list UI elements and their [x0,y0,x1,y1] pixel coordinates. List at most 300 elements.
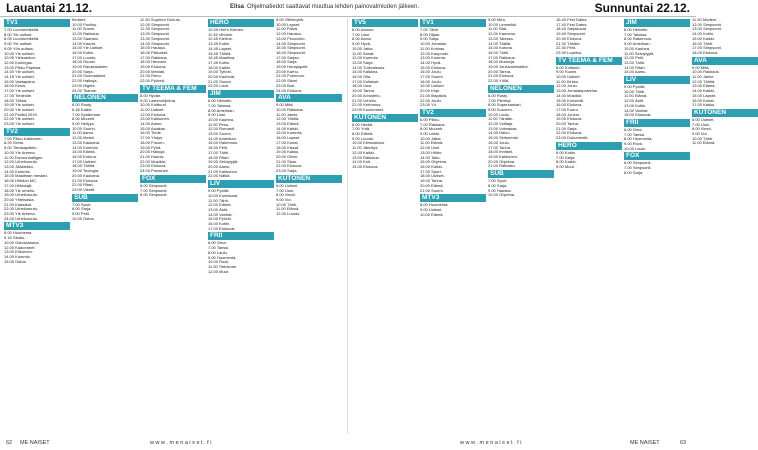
program-listing: 9.00 Uutiset. [420,206,443,212]
magazine-name-left: ME NAISET [20,440,50,446]
program-listing: 17.00 Kakku. [692,102,716,108]
program-listing: 15.00 Kotona. [488,45,513,51]
program-listing: 15.00 Konsertti. [556,97,585,103]
program-listing: 16.00 Kinos. [4,83,27,89]
program-listing: 18.40 Sarjakuvat. [556,26,588,32]
program-listing: 19.00 Uutiset. [420,83,445,89]
program-listing: 8.00 Muumit. [72,116,96,122]
program-listing: 13.00 Elämä. [692,83,716,89]
channel-header: FOX [624,152,690,160]
program-listing: 13.45 Kotiin. [208,41,231,47]
program-listing: 17.00 Tarina. [488,144,512,150]
program-listing: 13.00 Erikoinen. [4,249,33,255]
program-listing: 8.05 Luontoretkellä. [4,36,40,42]
program-listing: 8.00 Supersankari. [488,102,522,108]
program-listing: 15.00 Lapset. [692,92,717,98]
channel-header: AVA [276,94,342,102]
program-listing: 7.00 Sarja. [556,154,576,160]
program-listing: 10.00 Kauhea. [624,45,651,51]
program-listing: 9.00 Tienlaajuttelu. [4,145,38,151]
program-listing: 9.00 Mira. [488,17,506,22]
program-listing: 13.00 Voimakas. [488,125,518,131]
program-listing: 24.00 Elokuva. [276,87,303,93]
program-listing: 17.00 Simpsonit. [692,45,722,51]
program-listing: 17.00 Sport. [420,168,442,174]
program-listing: 11.00 Selviytyjät. [624,50,654,56]
program-listing: 11.00 Suomi. [72,26,96,32]
program-listing: 11.00 Elämä. [624,93,648,99]
program-listing: 16.00 Kotona. [72,153,97,159]
program-listing: 20.00 Sarja. [72,68,94,74]
program-listing: 9.00 Hellyys. [72,121,95,127]
column-1 [4,18,70,434]
program-listing: 21.00 Elokuva. [488,73,515,79]
program-listing: 8.00 Huomenta. [4,230,33,236]
program-listing: 22.00 Musiikki. [140,158,167,164]
channel-header: LIV [208,180,274,188]
program-listing: 21.00 Kaunis. [140,153,165,159]
program-listing: 16.00 Kotiin. [72,49,95,55]
program-listing: 17.00 Kultaiset. [352,78,380,84]
program-listing: 9.00 Huomenta. [208,254,237,260]
program-listing: 23.00 Kuulumiset. [352,106,385,112]
program-listing: 18.00 Kissat. [276,144,300,150]
program-listing: 14.00 Kaunis. [72,40,97,46]
page-spine [347,18,348,434]
program-listing: 10.00 Kauhea. [208,116,235,122]
program-listing: 6.00 Pikku. [420,116,440,122]
magazine-name-right: ME NAISET [630,440,660,446]
program-listing: 11.00 Kolmas. [420,45,446,51]
program-listing: 20.00 Oliver. [276,153,299,159]
program-listing: 14.00 Kummis. [4,168,31,174]
program-listing: 17.00 Luonto. [72,54,97,60]
program-listing: 15.00 Vastapaino. [4,78,36,84]
program-listing: 10.00 Kuninkaat. [208,192,239,198]
program-listing: 12.00 Kuningas. [4,59,33,65]
channel-header: MTV3 [420,194,486,202]
program-listing: 11.00 Uutiset. [140,106,165,112]
program-listing: 10.00 Rock. [208,259,230,265]
program-listing: 21.00 Klassikot. [4,201,33,207]
program-listing: 8.00 Viesti. [692,126,712,132]
program-listing: 8.00 Muumit. [420,126,444,132]
program-listing: 18.00 Frozen. [140,139,165,145]
program-listing: 16.00 Tiede. [140,130,163,136]
program-listing: 23.00 Bob. [276,82,296,88]
program-listing: 9.00 Uusi. [208,112,227,118]
program-listing: 17.00 Elokuvat. [208,225,236,231]
program-listing: 9.00 Pyörät. [624,84,646,90]
program-listing: 11.00 Sanat. [352,50,375,56]
program-listing: 13.00 Elämä. [276,121,300,127]
program-listing: 15.00 Kummis. [276,130,303,136]
program-listing: 13.00 Talossa. [488,35,514,41]
program-listing: 22.00 Ritari. [72,182,94,188]
program-listing: 14.00 Simpsonit. [140,40,170,46]
program-listing: 10.00 Uutiset. [556,74,581,80]
program-listing: 18.00 Ritari. [208,154,230,160]
program-listing: 11.00 Jamie. [276,111,299,117]
program-listing: 15.00 Yle Uutiset. [72,45,104,51]
program-listing: 13.00 Pinocchio. [276,35,306,41]
program-listing: 8.00 Hyvän. [140,92,162,98]
program-listing: 14.00 Vanhat. [624,107,649,113]
program-listing: 13.00 Rakkaus. [352,154,380,160]
program-listing: 16.00 Joulu. [420,69,442,75]
program-listing: 9.00 Suomi. [556,69,578,75]
program-listing: 18.00 Ruotsi. [72,59,96,65]
program-listing: 12.00 Joulu. [556,83,578,89]
program-listing: 22.00 Pyöreä. [140,78,165,84]
program-listing: 10.00 Tähti. [692,135,714,141]
program-listing: 10.00 Lemmikki. [488,21,518,27]
program-listing: 18.00 Kaikki. [208,64,231,70]
program-listing: 21.00 Suomi. [208,78,232,84]
program-listing: 20.00 Karhu. [276,68,299,74]
program-listing: 21.00 Urheilu. [352,97,377,103]
program-listing: 12.00 Elokuva. [140,111,167,117]
program-listing: 11.00 Kirkko. [556,78,580,84]
page-number-right: 63 [680,440,687,446]
program-listing: 16.00 Joulu. [488,139,510,145]
channel-header: HERO [556,142,622,150]
program-listing: 10.00 Lapset. [276,21,301,27]
program-listing: 21.30 Tähdet. [556,40,581,46]
program-listing: 21.00 Ratkaisu. [488,163,516,169]
program-listing: 23.00 Yle uutiset. [4,121,35,127]
program-listing: 8.00 Huomenta. [624,136,653,142]
program-listing: 16.00 Simpsonit. [276,49,306,55]
program-listing: Ihmiset. [72,17,87,22]
channel-header: TV5 [352,19,418,27]
program-listing: 12.00 Hauska. [276,31,302,37]
program-listing: 7.00 Uusi. [692,121,711,127]
program-listing: 20.00 Tarina. [556,121,580,127]
channel-header: KUTONEN [276,175,342,183]
program-listing: 23.30 Lopetus. [556,49,583,55]
program-listing: 6.00 Simpsonit. [140,182,168,188]
program-listing: 7.00 Simpsonit. [624,165,652,171]
program-listing: 18.00 Uutiset. [420,173,445,179]
program-listing: 6.00 Rusty. [488,92,508,98]
program-listing: 12.00 Urheiluruutu. [4,159,39,165]
program-listing: 12.00 Uinti. [420,145,441,151]
program-listing: 16.00 Tähti. [692,40,714,46]
program-listing: 12.00 Tähtiä. [276,116,300,122]
program-listing: 14.00 Kotiin. [692,31,715,37]
program-listing: 9.00 Mitä. [692,64,710,70]
program-listing: 7.00 Tähti. [420,27,439,32]
program-listing: 14.00 Simpsonit. [276,40,306,46]
program-listing: 16.00 Pikkuiset. [140,49,169,55]
program-listing: 12.00 Kaikki. [352,149,375,155]
program-listing: 11.00 Elämä. [692,140,716,146]
program-listing: 20.00 Ohjelma. [488,158,516,164]
program-listing: 16.00 Kotiin. [208,221,231,227]
program-listing: 10.00 Kulttuuri. [140,102,167,108]
program-listing: 14.00 Musiikki. [556,92,583,98]
program-listing: 18.00 Hevoset. [140,59,167,65]
program-listing: 6.00 Uutiset. [276,182,299,188]
channel-header: SUB [488,170,554,178]
program-listing: 22.00 Lauri. [208,83,230,89]
program-listing: 11.00 Elämä. [420,140,444,146]
program-listing: 6.00 Helvetin. [624,27,649,32]
program-listing: 17.40 First Dates. [556,21,588,27]
column-6 [352,18,418,434]
column-4 [208,18,274,434]
program-listing: 18.00 Muistoja. [488,59,516,65]
program-listing: 17.00 Kuoro. [556,106,579,112]
program-listing: 7.00 Piirretyt. [488,97,512,103]
program-listing: 15.00 Asiakas. [140,125,167,131]
program-listing: 14.00 Haloo. [488,130,511,136]
program-listing: 10.00 Ohjelma. [488,192,516,198]
program-listing: 12.00 Luonto. [276,211,301,217]
program-listing: 15.00 Elämä. [72,149,96,155]
program-listing: 6.00 Oma. [208,240,227,246]
program-listing: 14.00 Amerikan. [208,135,237,141]
channel-header: JIM [208,90,274,98]
program-listing: 11.45 Vihdoin. [208,31,234,37]
program-listing: 23.00 Nights. [72,82,96,88]
program-listing: 15.00 Elokuva. [352,163,379,169]
day-heading-right: Sunnuntai 22.12. [594,1,690,15]
program-listing: 13.00 Jumalanpalvelus. [556,88,599,94]
program-listing: 18.00 Joulun. [556,111,581,117]
program-listing: 19.00 Elokuva. [556,116,583,122]
program-listing: 10.00 Elämä. [420,211,444,217]
program-listing: 10.00 Ostos. [72,215,95,221]
program-listing: 13.00 Tähti. [624,59,646,65]
program-listing: 7.00 Luontoretkellä. [4,27,40,32]
program-listing: 10.00 Suurin. [72,125,96,131]
program-listing: 14.15 Yle uutiset. [4,74,35,80]
channel-header: FOX [140,175,206,183]
program-listing: 8.00 Yle uutiset. [4,31,33,37]
program-listing: 9.00 Suomen. [488,106,513,112]
program-listing: 11.00 Pesu. [208,121,230,127]
program-listing: 13.00 Sarja. [352,59,374,65]
website-left: w w w . m e n a i s e t . f i [150,440,212,446]
program-listing: 10.00 Rakkaus. [692,69,720,75]
channel-header: AVA [692,57,758,65]
program-listing: 7.00 Talossa. [624,31,648,37]
program-listing: 20.00 Arvostelu. [352,92,381,98]
column-9 [556,18,622,434]
program-listing: 20.00 Kirje. [420,88,441,94]
program-listing: 17.00 Rakkaus. [140,54,168,60]
program-listing: 10.00 Rakkaus. [276,106,304,112]
program-listing: 6.00 Aamun. [352,27,375,32]
channel-header: FRII [624,119,690,127]
program-listing: 13.00 Saaristo. [72,35,99,41]
program-listing: 17.45 Kotiin. [208,59,231,65]
program-listing: 9.00 Voi. [276,196,292,202]
program-listing: 16.00 Olla. [352,74,372,80]
program-listing: 17.00 Uutiset. [72,158,97,164]
program-listing: 14.00 Kaikki. [692,88,715,94]
program-listing: 7.00 Yhtä. [352,126,371,132]
column-2 [72,18,138,434]
program-listing: 19.00 Kakku. [276,149,300,155]
program-listing: 21.00 Suomalaiset. [72,73,107,79]
program-listing: 16.00 Pelit. [208,145,229,151]
page-header [0,0,696,17]
program-listing: 12.00 Simpsonit. [692,21,722,27]
program-listing: 12.30 Simpsonit. [140,26,170,32]
program-listing: 19.00 Pyhä. [140,144,162,150]
program-listing: 20.00 Mestari. [140,68,166,74]
program-listing: 16.00 Elokuva. [556,102,583,108]
program-listing: 23.00 Elokuva. [140,163,167,169]
program-listing: 22.00 Joulu. [420,97,442,103]
page-number-left: 62 [6,440,13,446]
channel-header: TV1 [420,19,486,27]
program-listing: 12.00 Simpsonit. [140,21,170,27]
channel-header: FRII [208,232,274,240]
program-listing: 23.00 Yö. [420,102,438,108]
program-listing: 12.00 Rakkaus. [72,31,100,37]
program-listing: 10.00 Kiinnostava. [352,140,385,146]
program-listing: 10.00 Laulu. [488,111,511,117]
program-listing: 12.00 Elämä. [208,202,232,208]
program-listing: 12.00 Muut. [208,268,230,274]
channel-header: JIM [624,19,690,27]
program-listing: 17.00 Yhdys. [140,135,164,141]
program-listing: 7.00 Uusi. [276,187,295,193]
program-listing: 17.00 Suomi. [420,74,444,80]
program-listing: 12.00 Kauneus. [488,31,517,37]
tv-guide-spread [0,17,727,434]
program-listing: 12.45 Kiertue. [208,36,233,42]
program-listing: 7.00 Sport. [72,201,92,207]
program-listing: 20.00 Kauheat. [208,74,236,80]
program-listing: 24.00 Punainen. [140,168,170,174]
program-listing: 11.00 Tähti. [208,197,229,203]
program-listing: 12.00 Romanit. [208,126,236,132]
program-listing: 9.00 Voi. [692,131,708,137]
program-listing: 7.00 Talossa. [208,102,232,108]
program-listing: 14.00 Koti. [352,159,372,165]
program-listing: 15.00 Hauska. [140,45,166,51]
program-listing: 8.00 Aamu. [352,36,373,42]
channel-header: NELONEN [488,85,554,93]
channel-header: TV TEEMA & FEM [556,57,622,65]
program-listing: 8.00 Rakennus. [624,36,653,42]
program-listing: 7.00 Sport. [488,178,508,184]
program-listing: 18.00 Sarja. [276,59,298,65]
header-brand: Elisa [230,4,245,10]
program-listing: 14.00 Tulevaisuus. [352,64,386,70]
program-listing: 8.00 Elämä. [352,131,374,137]
program-listing: 18.00 Tähtiä. [72,163,96,169]
program-listing: 22.30 Pelit. [556,45,577,51]
program-listing: 14.45 Lapset. [208,45,233,51]
program-listing: 22.00 Sävel. [276,78,299,84]
program-listing: 10.00 Laulu. [624,145,647,151]
program-listing: 19.00 Tarina. [420,178,444,184]
program-listing: 17.05 Tiedeolle. [4,92,33,98]
program-listing: 18.00 Yle urheilu. [4,187,36,193]
program-listing: 13.30 Simpsonit. [140,35,170,41]
program-listing: 21.00 Sarja. [556,125,578,131]
program-listing: 17.00 Hiihtolajit. [4,182,33,188]
program-listing: 13.00 Kaukana. [72,139,101,145]
program-listing: 16.00 Kaikki. [420,163,443,169]
program-listing: 12.00 Pelit. [624,55,645,61]
program-listing: 9.00 Luonto. [352,135,375,141]
program-listing: 22.00 Urheiluruutu. [4,206,39,212]
program-listing: 13.00 Kotiin. [624,102,647,108]
program-listing: 7.00 Simpsonit. [140,187,168,193]
program-listing: 23.00 Dokumentti. [556,135,589,141]
program-listing: 23.00 Viestit. [72,186,96,192]
program-listing: 19.00 Selviytyjät. [208,159,239,165]
program-listing: 13.00 Hiihto. [420,149,443,155]
channel-header: TV2 [420,109,486,117]
program-listing: 14.00 Kummis. [4,253,31,259]
program-listing: 16.40 First Dates. [556,17,588,22]
program-listing: 15.00 Elokuva. [420,64,447,70]
program-listing: 10.00 Tähti. [624,88,646,94]
program-listing: 18.00 Elokuva. [692,49,719,55]
program-listing: 10.00 Yle uutiset. [4,50,35,56]
program-listing: 17.00 Rakkaus. [488,54,516,60]
program-listing: 8.00 Sarja. [488,182,508,188]
program-listing: 9.00 Amerikan. [624,41,651,47]
program-listing: 8.00 Huomenta. [420,202,449,208]
program-listing: 16.00 Koirat. [692,97,715,103]
program-listing: 12.00 Voittaja. [488,121,514,127]
program-listing: 16.00 Tähti. [488,49,510,55]
program-listing: 12.00 Kaupunki. [420,50,449,56]
program-listing: 10.00 Jalka. [420,135,442,141]
program-listing: 9.00 Pyörät. [208,188,230,194]
program-listing: 19.00 Kakkonen. [488,153,519,159]
program-listing: 15.45 Tähtiä. [208,50,232,56]
program-listing: 8.00 Laulu. [208,249,228,255]
program-listing: 11.00 Päivä. [276,26,298,32]
program-listing: 24.00 Tilanne. [72,87,98,93]
program-listing: 24.00 Urheiluruutu. [4,215,39,221]
program-listing: 8.00 Amerikan. [208,107,235,113]
program-listing: 14.00 Yle uutiset. [4,69,35,75]
program-listing: 9.00 Muut. [556,163,575,169]
program-listing: 8.00 Sarja. [624,169,644,175]
header-note [230,4,419,10]
program-listing: 9.00 Sarja. [420,36,440,42]
program-listing: 22.00 Kertomus. [352,102,382,108]
program-listing: 14.00 Ritari. [624,64,646,70]
program-listing: 20.00 Aamu. [208,163,231,169]
program-listing: 18.00 Ihmiset. [488,149,514,155]
column-3 [140,18,206,434]
program-listing: 7.00 Tanssi. [624,131,646,137]
program-listing: 7.00 Spiderman. [72,111,102,117]
channel-header: KUTONEN [692,109,758,117]
program-listing: 12.00 Tähtiä. [692,78,716,84]
program-listing: 9.00 Yle uutiset. [4,41,33,47]
program-listing: 16.00 Hiihdon MC. [4,178,38,184]
column-8 [488,18,554,434]
program-listing: 19.00 Teologia. [72,168,100,174]
program-listing: 20.00 Yle uutiset. [4,106,35,112]
program-listing: 19.00 Hunajapotti. [276,64,309,70]
program-listing: 7.00 Tanssi. [208,245,230,251]
program-listing: 10.45 Hell's Kitchen. [208,27,245,32]
